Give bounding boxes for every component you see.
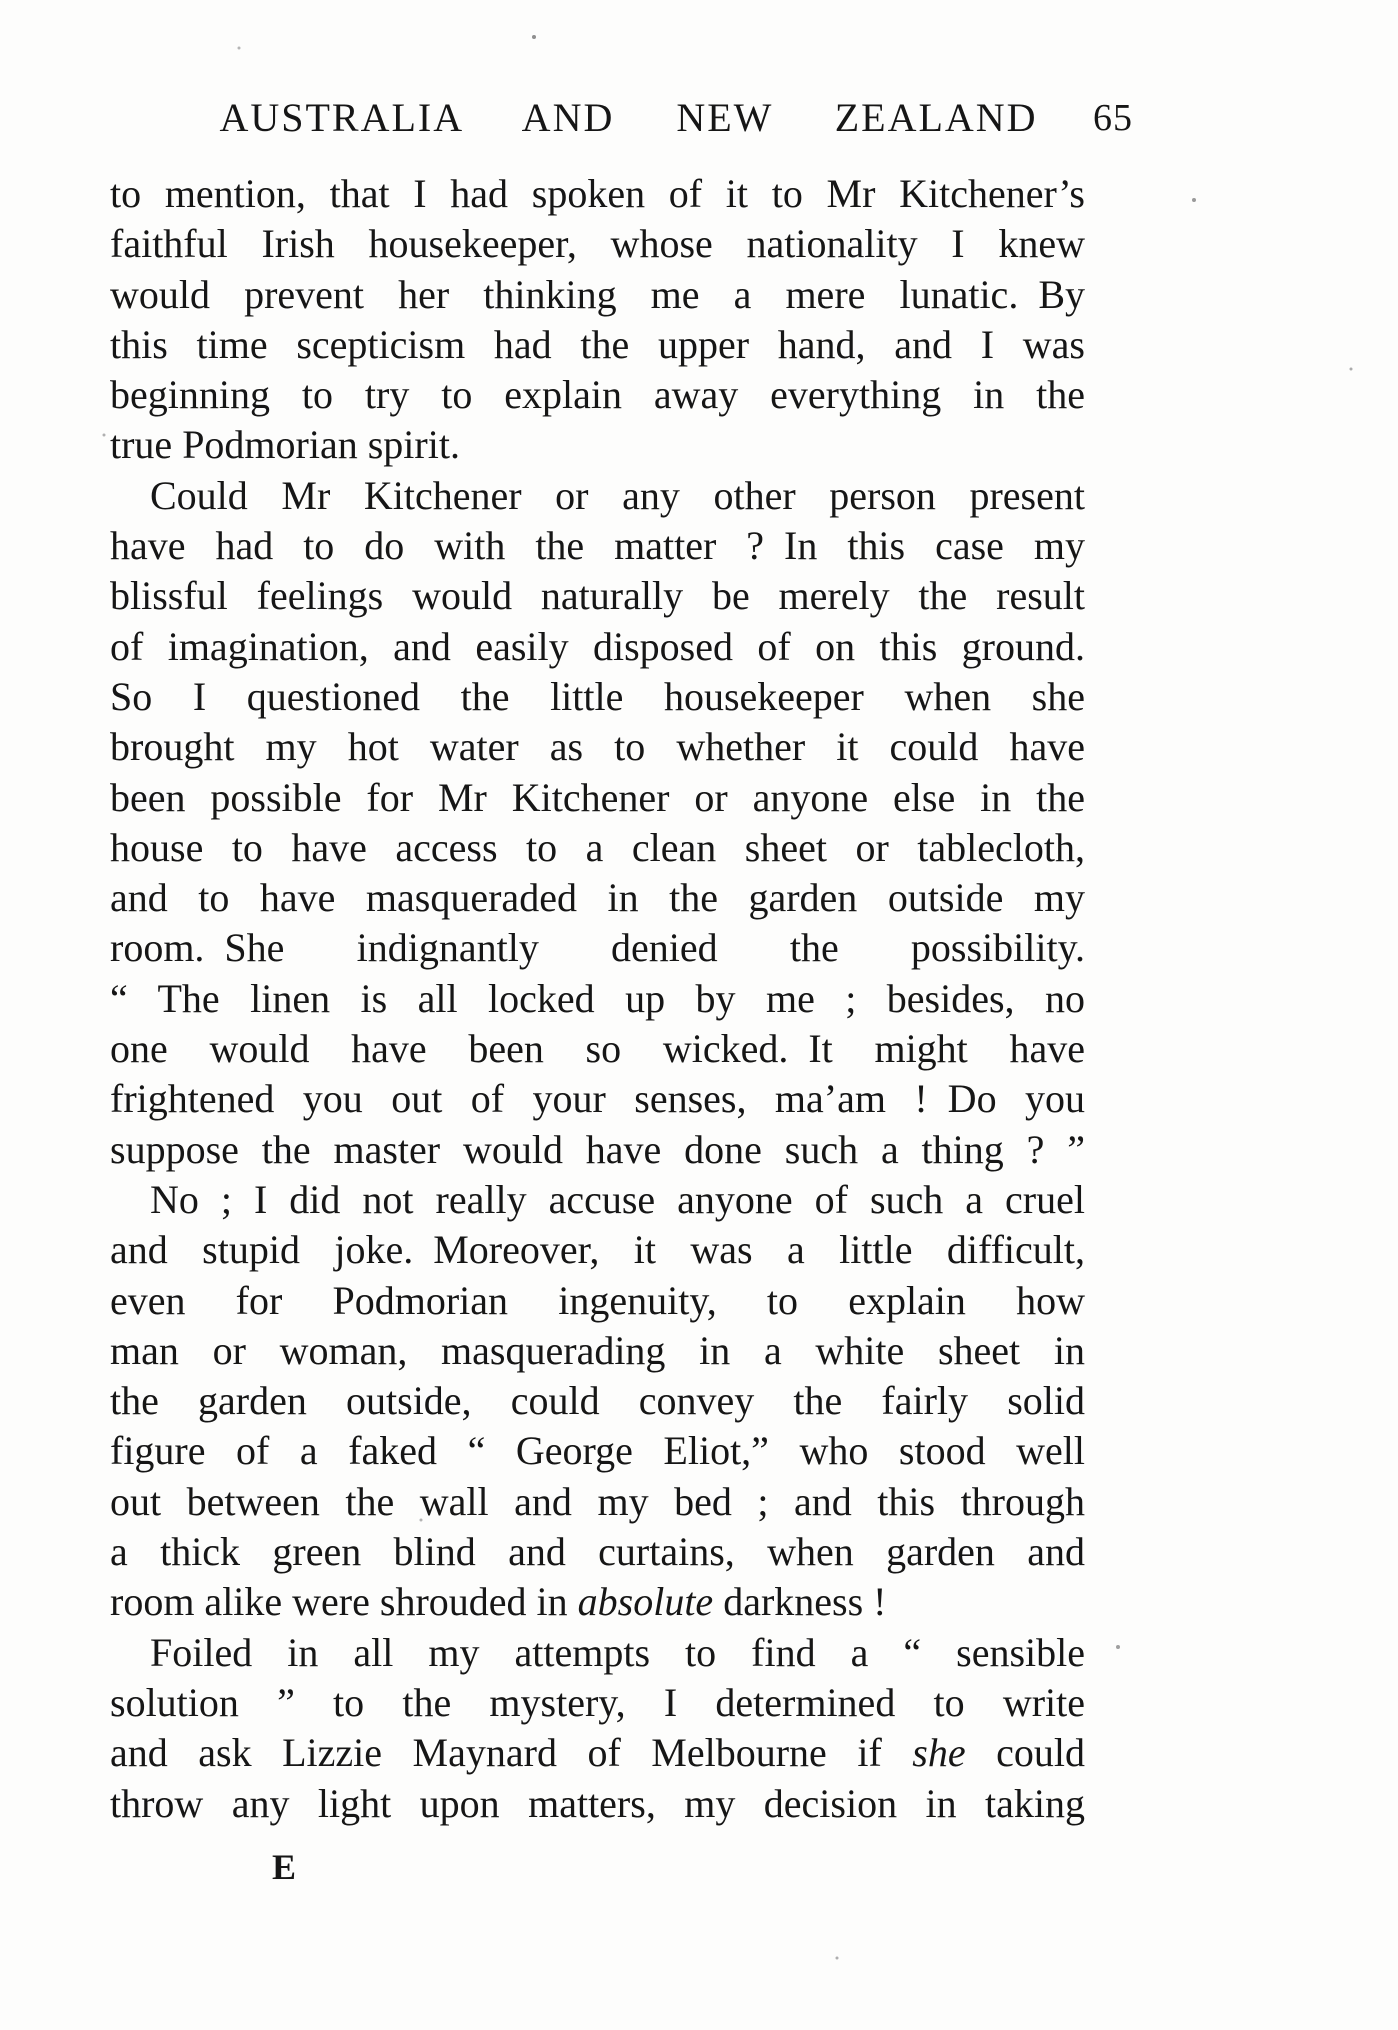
text-run: figure of a faked “ George Eliot,” who stood well: [110, 1428, 1085, 1474]
text-line: [110, 1276, 1085, 1326]
text-run: suppose the master would have done such a thing ? ”: [110, 1126, 1085, 1172]
text-run: room. She indignantly denied the possibility.: [110, 925, 1085, 971]
text-line: [110, 873, 1085, 923]
text-run: Foiled in all my attempts to find a “ sensible: [150, 1629, 1085, 1675]
text-run: brought my hot water as to whether it could have: [110, 724, 1085, 770]
text-run: blissful feelings would naturally be merely the result: [110, 573, 1085, 619]
text-line: [110, 571, 1085, 621]
text-run: So I questioned the little housekeeper when she: [110, 673, 1085, 719]
text-line: [110, 974, 1085, 1024]
text-line: [110, 1074, 1085, 1124]
text-run: even for Podmorian ingenuity, to explain how: [110, 1277, 1085, 1323]
text-run: house to have access to a clean sheet or tablecloth,: [110, 824, 1085, 870]
text-run: darkness !: [713, 1579, 887, 1625]
signature-mark: E: [272, 1847, 298, 1887]
text-run: to mention, that I had spoken of it to Mr Kitchener’s: [110, 171, 1085, 216]
text-line: [110, 1326, 1085, 1376]
page-number: 65: [1093, 97, 1133, 139]
text-run: could: [965, 1730, 1085, 1776]
body-text: [110, 169, 1085, 1829]
text-run: been possible for Mr Kitchener or anyone else in the: [110, 774, 1085, 820]
text-line: [110, 471, 1085, 521]
text-run: Could Mr Kitchener or any other person present: [150, 472, 1085, 518]
text-run: “ The linen is all locked up by me ; besides, no: [110, 975, 1085, 1021]
scan-speckles: [0, 0, 2, 2]
text-line: [110, 1527, 1085, 1577]
text-line: [110, 1376, 1085, 1426]
text-run: this time scepticism had the upper hand, and I was: [110, 321, 1085, 367]
text-run: and stupid joke. Moreover, it was a little difficult,: [110, 1227, 1085, 1273]
text-line: [110, 1477, 1085, 1527]
text-run: frightened you out of your senses, ma’am ! Do you: [110, 1076, 1085, 1122]
text-line: [110, 320, 1085, 370]
text-line: [110, 169, 1085, 219]
text-line: [110, 1779, 1085, 1829]
text-run: one would have been so wicked. It might have: [110, 1026, 1085, 1072]
text-run: of imagination, and easily disposed of on this ground.: [110, 623, 1085, 669]
text-run: beginning to try to explain away everything in the: [110, 372, 1085, 418]
text-line: [110, 722, 1085, 772]
text-run: the garden outside, could convey the fairly solid: [110, 1378, 1085, 1424]
text-run: room alike were shrouded in: [110, 1579, 578, 1625]
text-line: [110, 1175, 1085, 1225]
text-run: solution ” to the mystery, I determined to write: [110, 1679, 1085, 1725]
running-head: [140, 94, 1117, 141]
text-line: [110, 622, 1085, 672]
text-line: [110, 823, 1085, 873]
text-line: [110, 370, 1085, 420]
italic-text: she: [912, 1730, 966, 1776]
text-run: and ask Lizzie Maynard of Melbourne if: [110, 1730, 913, 1776]
text-line: [110, 1678, 1085, 1728]
text-line: [110, 1225, 1085, 1275]
text-run: out between the wall and my bed ; and this through: [110, 1478, 1085, 1524]
text-line: [110, 1125, 1085, 1175]
text-run: a thick green blind and curtains, when garden and: [110, 1529, 1085, 1575]
text-line: [110, 521, 1085, 571]
text-line: [110, 1426, 1085, 1476]
text-line: [110, 1024, 1085, 1074]
text-run: would prevent her thinking me a mere lunatic. By: [110, 271, 1085, 317]
text-run: throw any light upon matters, my decision in taking: [110, 1780, 1085, 1826]
text-line: [110, 1628, 1085, 1678]
text-line: [110, 420, 1085, 470]
text-line: [110, 1728, 1085, 1778]
text-line: [110, 773, 1085, 823]
text-run: and to have masqueraded in the garden outside my: [110, 875, 1085, 921]
italic-text: absolute: [577, 1579, 714, 1625]
text-run: true Podmorian spirit.: [110, 422, 460, 468]
text-line: [110, 672, 1085, 722]
text-line: [110, 923, 1085, 973]
text-run: have had to do with the matter ? In this case my: [110, 523, 1085, 569]
text-line: [110, 219, 1085, 269]
text-run: No ; I did not really accuse anyone of such a cruel: [150, 1176, 1085, 1222]
text-run: faithful Irish housekeeper, whose nationality I knew: [110, 221, 1085, 267]
page-header-title: AUSTRALIA AND NEW ZEALAND: [219, 95, 1038, 140]
text-line: [110, 270, 1085, 320]
text-line: [110, 1577, 1085, 1627]
text-run: man or woman, masquerading in a white sheet in: [110, 1327, 1085, 1373]
